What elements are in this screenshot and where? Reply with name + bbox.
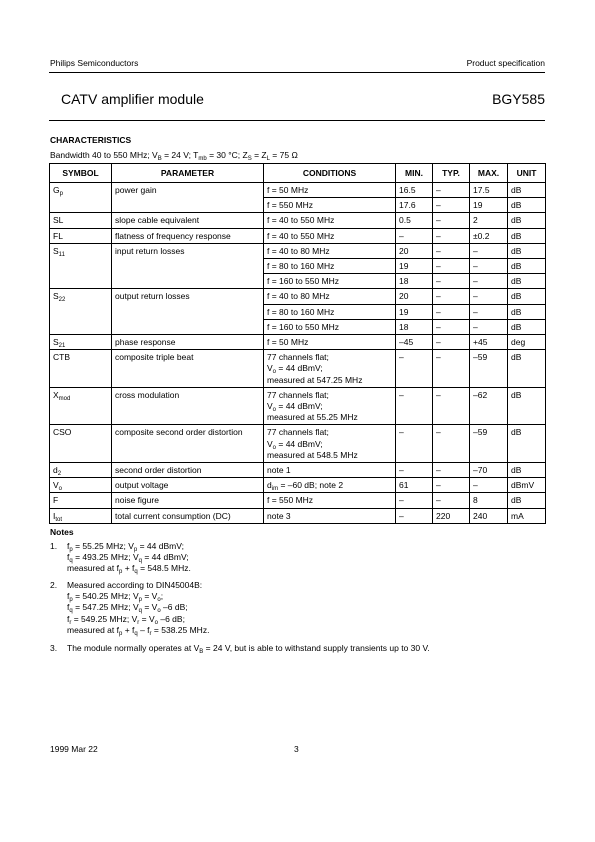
part-number: BGY585	[492, 91, 545, 107]
symbol-cell	[50, 319, 112, 334]
unit-cell: dB	[508, 183, 546, 198]
column-header: MIN.	[396, 164, 433, 183]
document-title: CATV amplifier module	[61, 91, 204, 107]
symbol-cell: $S_{11}$	[50, 243, 112, 258]
unit-cell: dB	[508, 213, 546, 228]
unit-cell: dB	[508, 274, 546, 289]
symbol-cell: $V_o$	[50, 478, 112, 493]
max-cell: –	[470, 289, 508, 304]
parameter-cell: composite triple beat	[112, 350, 264, 388]
symbol-cell: CSO	[50, 425, 112, 463]
section-conditions: Bandwidth 40 to 550 MHz; $V_B = 24$ V; $T_{mb} = 30$ °C; $Z_S = Z_L = 75$ Ω	[50, 150, 298, 162]
max-cell: –	[470, 304, 508, 319]
symbol-cell	[50, 304, 112, 319]
table-row	[50, 335, 546, 350]
table-row	[50, 228, 546, 243]
parameter-cell	[112, 274, 264, 289]
symbol-cell	[50, 274, 112, 289]
typ-cell: –	[433, 213, 470, 228]
symbol-cell: FL	[50, 228, 112, 243]
min-cell: 20	[396, 243, 433, 258]
symbol-cell: $d_2$	[50, 463, 112, 478]
max-cell: –70	[470, 463, 508, 478]
note-number: 2.	[50, 580, 58, 590]
note-item	[50, 580, 209, 636]
parameter-cell	[112, 319, 264, 334]
unit-cell: dB	[508, 425, 546, 463]
conditions-cell: f = 550 MHz	[264, 198, 396, 213]
min-cell: 0.5	[396, 213, 433, 228]
max-cell: 8	[470, 493, 508, 508]
min-cell: 19	[396, 259, 433, 274]
parameter-cell	[112, 304, 264, 319]
typ-cell: –	[433, 228, 470, 243]
symbol-cell: $G_p$	[50, 183, 112, 198]
conditions-cell: 77 channels flat; $V_o = 44$ dBmV; measured at 55.25 MHz	[264, 387, 396, 425]
min-cell: 18	[396, 274, 433, 289]
typ-cell: –	[433, 304, 470, 319]
unit-cell: dB	[508, 493, 546, 508]
max-cell: 240	[470, 508, 508, 523]
min-cell: –	[396, 387, 433, 425]
note-item	[50, 643, 430, 654]
table-row	[50, 304, 546, 319]
symbol-cell	[50, 259, 112, 274]
max-cell: 2	[470, 213, 508, 228]
unit-cell: dB	[508, 319, 546, 334]
table-row	[50, 243, 546, 258]
typ-cell: –	[433, 463, 470, 478]
typ-cell: –	[433, 387, 470, 425]
max-cell: –	[470, 259, 508, 274]
min-cell: 61	[396, 478, 433, 493]
table-row	[50, 319, 546, 334]
column-header: CONDITIONS	[264, 164, 396, 183]
table-row	[50, 198, 546, 213]
header-rule	[49, 72, 545, 73]
table-row	[50, 478, 546, 493]
conditions-cell: note 3	[264, 508, 396, 523]
table-row	[50, 425, 546, 463]
table-row	[50, 508, 546, 523]
symbol-cell: $S_{21}$	[50, 335, 112, 350]
conditions-cell: 77 channels flat; $V_o = 44$ dBmV; measured at 548.5 MHz	[264, 425, 396, 463]
note-text: Measured according to DIN45004B: $f_p = 540.25$ MHz; $V_p = V_o$; $f_q = 547.25$ MHz; $V_q = V_o$ –6 dB; $f_r = 549.25$ MHz; $V_r = V_o$ –6 dB; measured at $f_p + f_q - f_r = 538.25$ MHz.	[67, 580, 210, 637]
parameter-cell	[112, 198, 264, 213]
typ-cell: –	[433, 259, 470, 274]
typ-cell: –	[433, 289, 470, 304]
typ-cell: –	[433, 425, 470, 463]
min-cell: 17.6	[396, 198, 433, 213]
parameter-cell: cross modulation	[112, 387, 264, 425]
characteristics-table	[49, 163, 546, 524]
unit-cell: dBmV	[508, 478, 546, 493]
conditions-cell: f = 160 to 550 MHz	[264, 319, 396, 334]
conditions-cell: f = 50 MHz	[264, 183, 396, 198]
table-row	[50, 213, 546, 228]
symbol-cell	[50, 198, 112, 213]
min-cell: 18	[396, 319, 433, 334]
typ-cell: –	[433, 198, 470, 213]
note-text: The module normally operates at $V_B = 24$ V, but is able to withstand supply transients up to 30 V.	[67, 643, 430, 655]
unit-cell: dB	[508, 387, 546, 425]
parameter-cell: output voltage	[112, 478, 264, 493]
unit-cell: dB	[508, 463, 546, 478]
max-cell: –	[470, 478, 508, 493]
unit-cell: dB	[508, 304, 546, 319]
parameter-cell: power gain	[112, 183, 264, 198]
min-cell: 20	[396, 289, 433, 304]
company-name: Philips Semiconductors	[50, 58, 139, 68]
parameter-cell: composite second order distortion	[112, 425, 264, 463]
symbol-cell: SL	[50, 213, 112, 228]
unit-cell: dB	[508, 243, 546, 258]
symbol-cell: F	[50, 493, 112, 508]
table-row	[50, 289, 546, 304]
unit-cell: dB	[508, 289, 546, 304]
note-text: $f_p = 55.25$ MHz; $V_p = 44$ dBmV; $f_q = 493.25$ MHz; $V_q = 44$ dBmV; measured at $f_p + f_q = 548.5$ MHz.	[67, 541, 191, 576]
parameter-cell: noise figure	[112, 493, 264, 508]
column-header: SYMBOL	[50, 164, 112, 183]
table-row	[50, 274, 546, 289]
conditions-cell: f = 550 MHz	[264, 493, 396, 508]
typ-cell: –	[433, 274, 470, 289]
typ-cell: –	[433, 243, 470, 258]
symbol-cell: $I_{tot}$	[50, 508, 112, 523]
conditions-cell: f = 40 to 80 MHz	[264, 289, 396, 304]
unit-cell: dB	[508, 350, 546, 388]
table-header-row	[50, 164, 546, 183]
parameter-cell: second order distortion	[112, 463, 264, 478]
conditions-cell: f = 40 to 550 MHz	[264, 228, 396, 243]
unit-cell: deg	[508, 335, 546, 350]
max-cell: ±0.2	[470, 228, 508, 243]
parameter-cell: slope cable equivalent	[112, 213, 264, 228]
conditions-cell: f = 160 to 550 MHz	[264, 274, 396, 289]
title-rule	[49, 120, 545, 121]
min-cell: 16.5	[396, 183, 433, 198]
column-header: TYP.	[433, 164, 470, 183]
table-row	[50, 387, 546, 425]
min-cell: –45	[396, 335, 433, 350]
conditions-cell: f = 80 to 160 MHz	[264, 259, 396, 274]
max-cell: 19	[470, 198, 508, 213]
max-cell: –59	[470, 425, 508, 463]
column-header: MAX.	[470, 164, 508, 183]
max-cell: +45	[470, 335, 508, 350]
parameter-cell: total current consumption (DC)	[112, 508, 264, 523]
conditions-cell: 77 channels flat; $V_o = 44$ dBmV; measured at 547.25 MHz	[264, 350, 396, 388]
table-row	[50, 463, 546, 478]
parameter-cell: input return losses	[112, 243, 264, 258]
note-number: 1.	[50, 541, 58, 551]
unit-cell: dB	[508, 259, 546, 274]
column-header: UNIT	[508, 164, 546, 183]
typ-cell: 220	[433, 508, 470, 523]
min-cell: –	[396, 350, 433, 388]
section-heading: CHARACTERISTICS	[50, 135, 132, 145]
max-cell: –	[470, 243, 508, 258]
column-header: PARAMETER	[112, 164, 264, 183]
min-cell: –	[396, 508, 433, 523]
min-cell: –	[396, 425, 433, 463]
conditions-cell: note 1	[264, 463, 396, 478]
table-row	[50, 183, 546, 198]
min-cell: –	[396, 493, 433, 508]
symbol-cell: $X_{mod}$	[50, 387, 112, 425]
conditions-cell: f = 80 to 160 MHz	[264, 304, 396, 319]
note-item	[50, 541, 191, 575]
parameter-cell	[112, 259, 264, 274]
note-number: 3.	[50, 643, 58, 653]
max-cell: –62	[470, 387, 508, 425]
parameter-cell: phase response	[112, 335, 264, 350]
symbol-cell: $S_{22}$	[50, 289, 112, 304]
page-number: 3	[294, 744, 299, 754]
table-row	[50, 493, 546, 508]
typ-cell: –	[433, 493, 470, 508]
notes-title: Notes	[50, 527, 74, 537]
conditions-cell: $d_{im} = -60$ dB; note 2	[264, 478, 396, 493]
typ-cell: –	[433, 335, 470, 350]
conditions-cell: f = 40 to 80 MHz	[264, 243, 396, 258]
typ-cell: –	[433, 319, 470, 334]
min-cell: –	[396, 228, 433, 243]
max-cell: –	[470, 319, 508, 334]
min-cell: 19	[396, 304, 433, 319]
typ-cell: –	[433, 183, 470, 198]
document-type: Product specification	[466, 58, 545, 68]
conditions-cell: f = 40 to 550 MHz	[264, 213, 396, 228]
typ-cell: –	[433, 478, 470, 493]
typ-cell: –	[433, 350, 470, 388]
table-row	[50, 259, 546, 274]
table-row	[50, 350, 546, 388]
parameter-cell: flatness of frequency response	[112, 228, 264, 243]
parameter-cell: output return losses	[112, 289, 264, 304]
unit-cell: dB	[508, 198, 546, 213]
max-cell: –	[470, 274, 508, 289]
conditions-cell: f = 50 MHz	[264, 335, 396, 350]
unit-cell: mA	[508, 508, 546, 523]
min-cell: –	[396, 463, 433, 478]
symbol-cell: CTB	[50, 350, 112, 388]
footer-date: 1999 Mar 22	[50, 744, 98, 754]
unit-cell: dB	[508, 228, 546, 243]
max-cell: –59	[470, 350, 508, 388]
max-cell: 17.5	[470, 183, 508, 198]
